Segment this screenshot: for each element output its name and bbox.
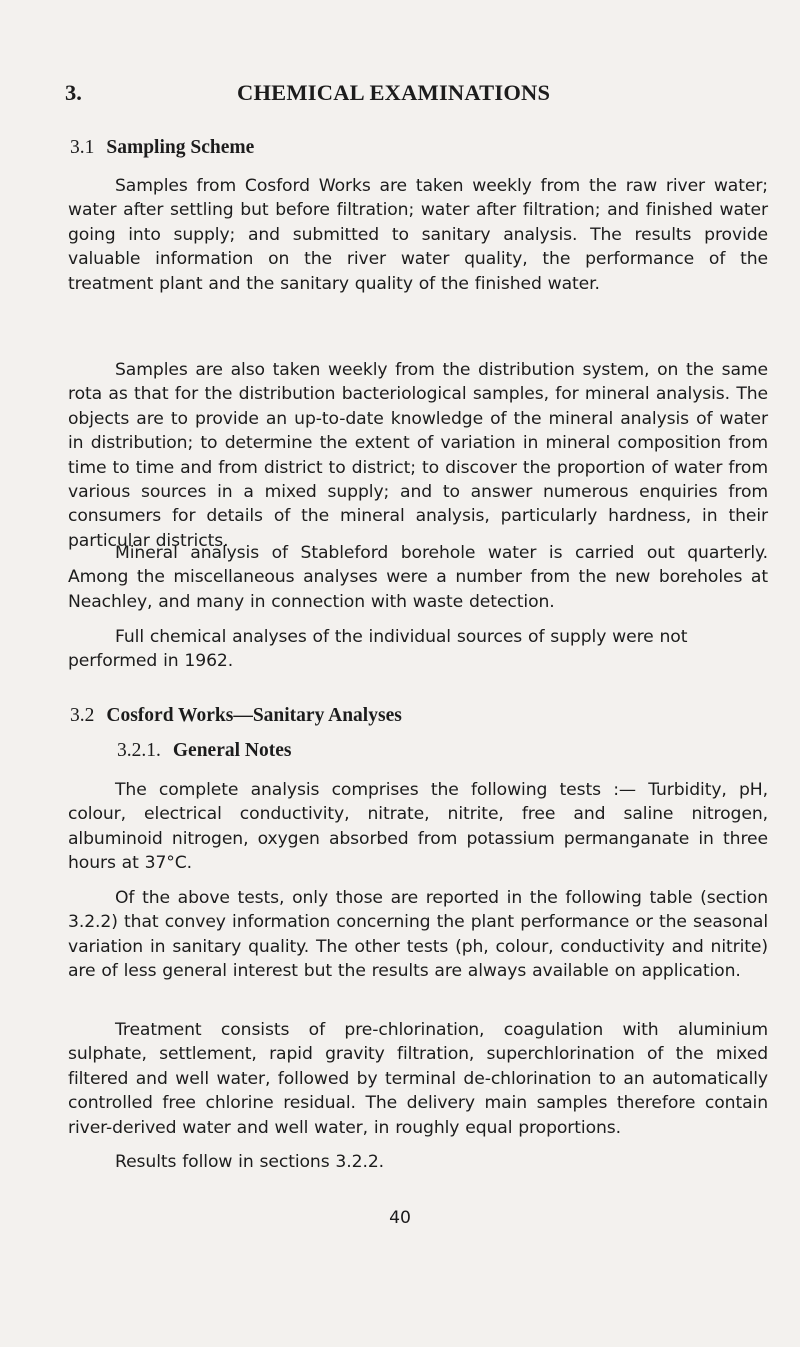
section-number: 3.1 (70, 137, 95, 158)
paragraph-results-follow: Results follow in sections 3.2.2. (115, 1152, 385, 1172)
section-title: General Notes (172, 740, 292, 761)
paragraph-sampling-raw-water: Samples from Cosford Works are taken weekly from the raw river water; water after settling but before filtration; water after filtration; and finished water going into supply; and submitted to sanitary analysis. The results provide valuable information on the river water quality, the performance of the treatment plant and the sanitary quality of the finished water. (68, 176, 768, 294)
section-3-2-heading (70, 703, 402, 729)
paragraph-complete-analysis: The complete analysis comprises the following tests :— Turbidity, pH, colour, electrical conductivity, nitrate, nitrite, free and saline nitrogen, albuminoid nitrogen, oxygen absorbed from potassium permanganate in three hours at 37°C. (68, 780, 768, 874)
chapter-number: 3. (65, 80, 82, 105)
paragraph-distribution-sampling: Samples are also taken weekly from the distribution system, on the same rota as that for the distribution bacteriological samples, for mineral analysis. The objects are to provide an up-to-date knowledge of the mineral analysis of water in distribution; to determine the extent of variation in mineral composition from time to time and from district to district; to discover the proportion of water from various sources in a mixed supply; and to answer numerous enquiries from consumers for details of the mineral analysis, particularly hardness, in their particular districts. (68, 360, 768, 551)
section-title: Cosford Works—Sanitary Analyses (106, 705, 402, 726)
paragraph-reported-tests: Of the above tests, only those are reported in the following table (section 3.2.2) that convey information concerning the plant performance or the seasonal variation in sanitary quality. The other tests (ph, colour, conductivity and nitrite) are of less general interest but the results are always available on application. (68, 888, 768, 982)
chapter-title: CHEMICAL EXAMINATIONS (237, 80, 551, 105)
section-3-2-1-heading (117, 738, 291, 764)
paragraph-full-analyses: Full chemical analyses of the individual sources of supply were not performed in 1962. (68, 627, 688, 672)
paragraph-treatment: Treatment consists of pre-chlorination, coagulation with aluminium sulphate, settlement, rapid gravity filtration, superchlorination of the mixed filtered and well water, followed by terminal de-chlorination to an automatically controlled free chlorine residual. The delivery main samples therefore contain river-derived water and well water, in roughly equal proportions. (68, 1020, 768, 1138)
chapter-heading (65, 78, 760, 108)
section-3-1-heading (70, 135, 254, 161)
paragraph-stableford-borehole: Mineral analysis of Stableford borehole water is carried out quarterly. Among the miscellaneous analyses were a number from the new boreholes at Neachley, and many in connection with waste detection. (68, 543, 768, 612)
page-number: 40 (389, 1208, 411, 1228)
section-number: 3.2 (70, 705, 95, 726)
section-title: Sampling Scheme (106, 137, 255, 158)
section-number: 3.2.1. (117, 740, 161, 761)
